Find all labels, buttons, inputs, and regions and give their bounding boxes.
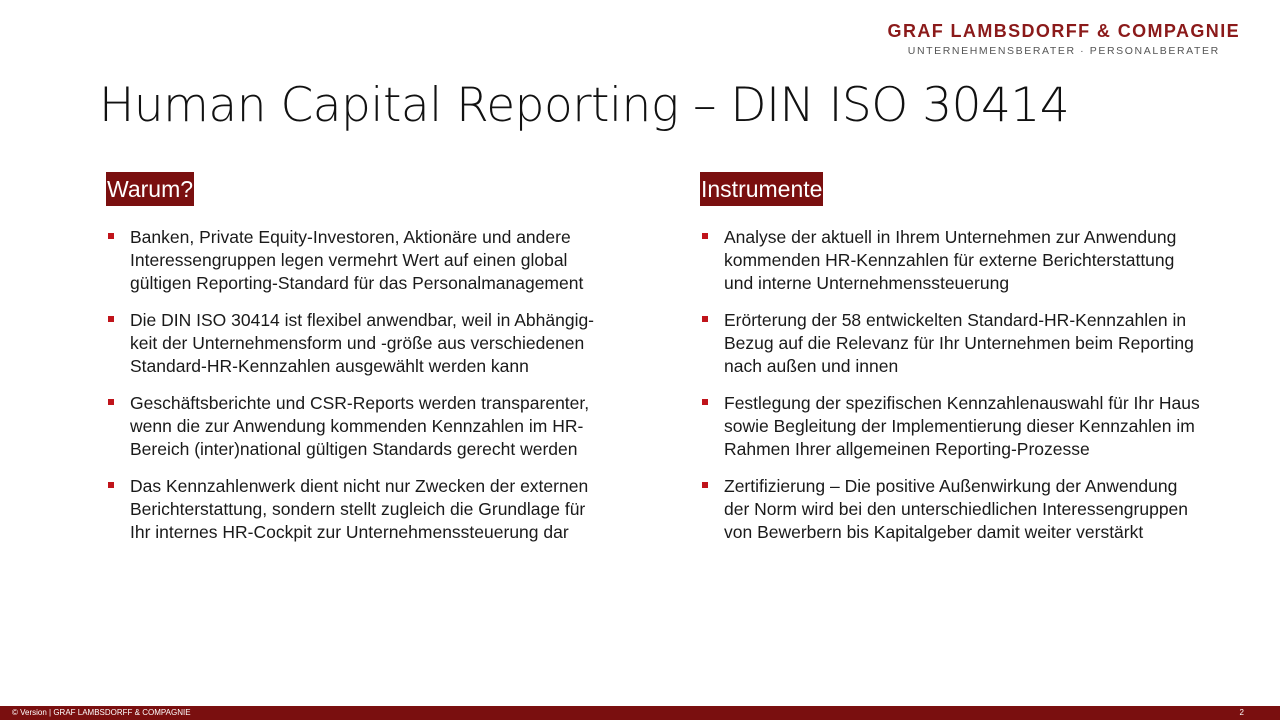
bullet-line: keit der Unternehmensform und -größe aus verschiedenen xyxy=(130,333,585,353)
right-column-heading: Instrumente xyxy=(700,172,823,206)
square-bullet-icon xyxy=(108,316,114,322)
page-number: 2 xyxy=(1239,708,1244,717)
bullet-line: Banken, Private Equity-Investoren, Aktionäre und andere xyxy=(130,227,571,247)
right-bullet-list xyxy=(700,226,1260,544)
square-bullet-icon xyxy=(702,233,708,239)
bullet-line: Die DIN ISO 30414 ist flexibel anwendbar, weil in Abhängig- xyxy=(130,310,595,330)
bullet-line: Berichterstattung, sondern stellt zugleich die Grundlage für xyxy=(130,499,586,519)
slide-title: Human Capital Reporting – DIN ISO 30414 xyxy=(99,78,1070,133)
right-column xyxy=(700,172,1260,558)
square-bullet-icon xyxy=(702,399,708,405)
square-bullet-icon xyxy=(702,482,708,488)
footer-bar xyxy=(0,706,1280,720)
list-item xyxy=(106,392,666,461)
bullet-line: Das Kennzahlenwerk dient nicht nur Zwecken der externen xyxy=(130,476,589,496)
bullet-line: von Bewerbern bis Kapitalgeber damit weiter verstärkt xyxy=(724,522,1144,542)
square-bullet-icon xyxy=(108,233,114,239)
left-bullet-list xyxy=(106,226,666,544)
bullet-line: kommenden HR-Kennzahlen für externe Berichterstattung xyxy=(724,250,1175,270)
bullet-line: wenn die zur Anwendung kommenden Kennzahlen im HR- xyxy=(130,416,584,436)
company-logo xyxy=(888,20,1240,57)
bullet-line: Ihr internes HR-Cockpit zur Unternehmenssteuerung dar xyxy=(130,522,569,542)
bullet-line: sowie Begleitung der Implementierung dieser Kennzahlen im xyxy=(724,416,1195,436)
bullet-line: Festlegung der spezifischen Kennzahlenauswahl für Ihr Haus xyxy=(724,393,1200,413)
logo-tagline: UNTERNEHMENSBERATER · PERSONALBERATER xyxy=(907,45,1220,57)
bullet-line: Geschäftsberichte und CSR-Reports werden transparenter, xyxy=(130,393,590,413)
square-bullet-icon xyxy=(108,482,114,488)
logo-company-name: GRAF LAMBSDORFF & COMPAGNIE xyxy=(887,21,1240,41)
left-column-heading: Warum? xyxy=(106,172,194,206)
bullet-line: Zertifizierung – Die positive Außenwirkung der Anwendung xyxy=(724,476,1178,496)
list-item xyxy=(106,226,666,295)
list-item xyxy=(106,309,666,378)
bullet-line: der Norm wird bei den unterschiedlichen Interessengruppen xyxy=(724,499,1189,519)
bullet-line: Interessengruppen legen vermehrt Wert auf einen global xyxy=(130,250,568,270)
bullet-line: und interne Unternehmenssteuerung xyxy=(724,273,1010,293)
bullet-line: Standard-HR-Kennzahlen ausgewählt werden kann xyxy=(130,356,529,376)
list-item xyxy=(700,309,1260,378)
bullet-line: Erörterung der 58 entwickelten Standard-HR-Kennzahlen in xyxy=(724,310,1187,330)
list-item xyxy=(700,226,1260,295)
list-item xyxy=(106,475,666,544)
footer-copyright: © Version | GRAF LAMBSDORFF & COMPAGNIE xyxy=(12,708,191,717)
bullet-line: gültigen Reporting-Standard für das Personalmanagement xyxy=(130,273,584,293)
bullet-line: Rahmen Ihrer allgemeinen Reporting-Prozesse xyxy=(724,439,1090,459)
bullet-line: Bereich (inter)national gültigen Standards gerecht werden xyxy=(130,439,578,459)
square-bullet-icon xyxy=(108,399,114,405)
list-item xyxy=(700,475,1260,544)
bullet-line: Analyse der aktuell in Ihrem Unternehmen zur Anwendung xyxy=(724,227,1177,247)
list-item xyxy=(700,392,1260,461)
left-column xyxy=(106,172,666,558)
square-bullet-icon xyxy=(702,316,708,322)
bullet-line: nach außen und innen xyxy=(724,356,899,376)
bullet-line: Bezug auf die Relevanz für Ihr Unternehmen beim Reporting xyxy=(724,333,1194,353)
